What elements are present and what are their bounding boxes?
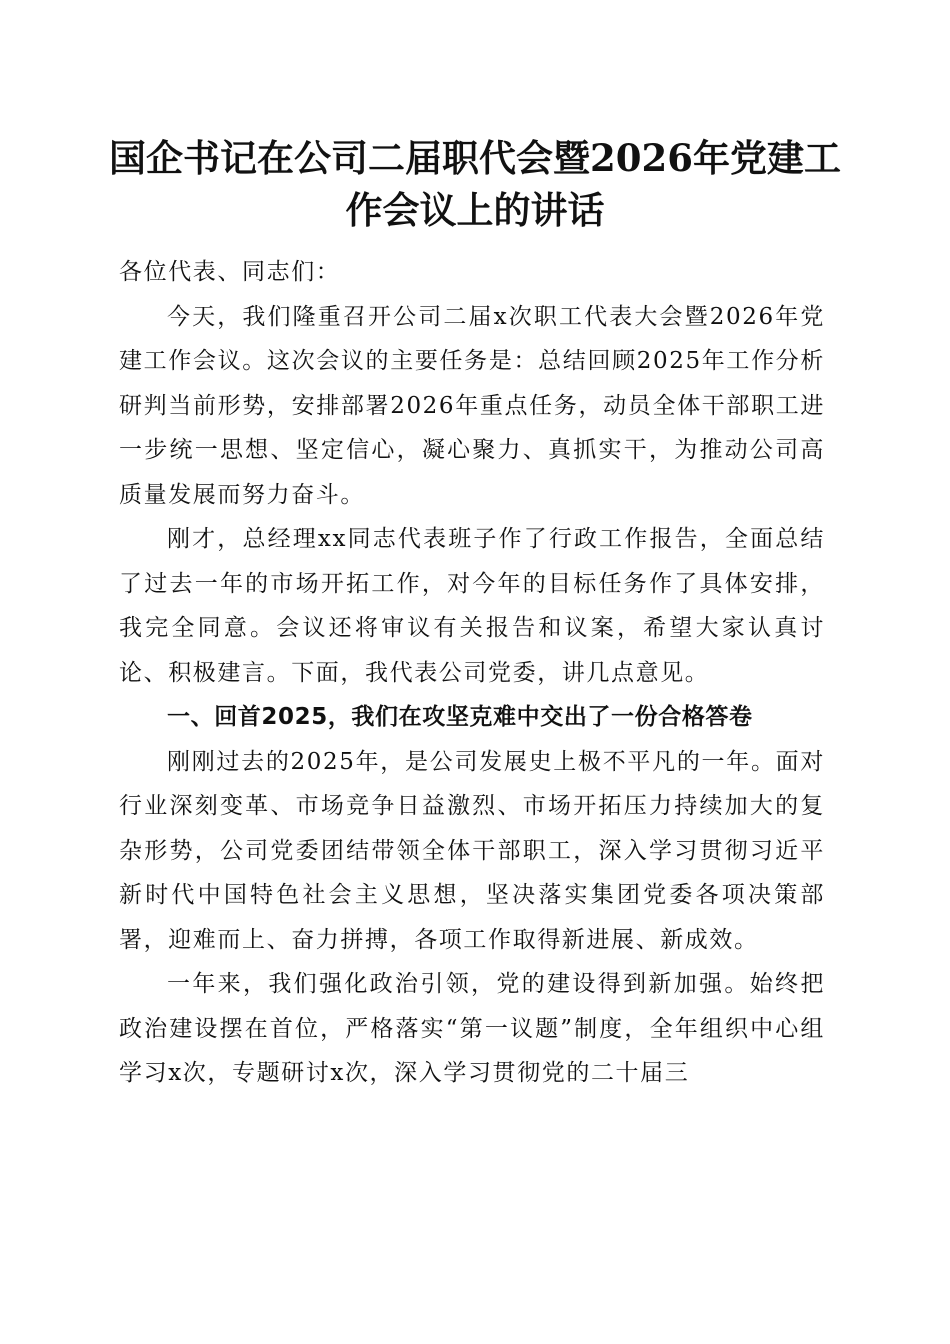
political-guidance-paragraph: 一年来，我们强化政治引领，党的建设得到新加强。始终把政治建设摆在首位，严格落实“第一议题”制度，全年组织中心组学习x次，专题研讨x次，深入学习贯彻党的二十届三	[119, 971, 825, 1086]
document-body	[119, 250, 825, 1096]
title-line-1: 国企书记在公司二届职代会暨2026年党建工	[109, 136, 841, 180]
salutation: 各位代表、同志们：	[119, 259, 341, 285]
opening-paragraph: 今天，我们隆重召开公司二届x次职工代表大会暨2026年党建工作会议。这次会议的主要任务是：总结回顾2025年工作分析研判当前形势，安排部署2026年重点任务，动员全体干部职工进一步统一思想、坚定信心，凝心聚力、真抓实干，为推动公司高质量发展而努力奋斗。	[119, 303, 825, 508]
report-paragraph: 刚才，总经理xx同志代表班子作了行政工作报告，全面总结了过去一年的市场开拓工作，对今年的目标任务作了具体安排，我完全同意。会议还将审议有关报告和议案，希望大家认真讨论、积极建言。下面，我代表公司党委，讲几点意见。	[119, 526, 825, 686]
document-title	[100, 132, 850, 236]
title-line-2: 作会议上的讲话	[345, 188, 605, 232]
section-heading: 一、回首2025，我们在攻坚克难中交出了一份合格答卷	[167, 704, 753, 730]
review-paragraph: 刚刚过去的2025年，是公司发展史上极不平凡的一年。面对行业深刻变革、市场竞争日益激烈、市场开拓压力持续加大的复杂形势，公司党委团结带领全体干部职工，深入学习贯彻习近平新时代中国特色社会主义思想，坚决落实集团党委各项决策部署，迎难而上、奋力拼搏，各项工作取得新进展、新成效。	[119, 748, 825, 953]
